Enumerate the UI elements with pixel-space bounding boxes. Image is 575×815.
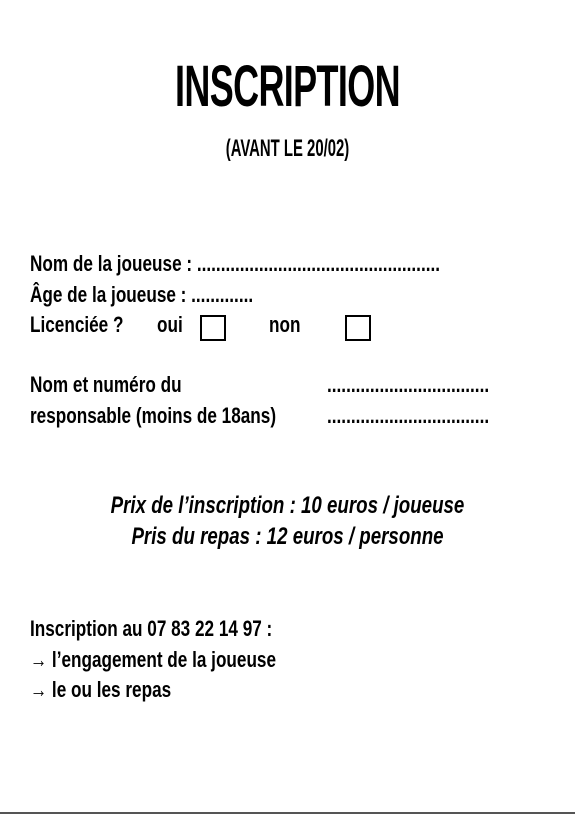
non-checkbox[interactable] [345, 315, 371, 341]
bottom-divider [0, 812, 575, 814]
page-title: INSCRIPTION [175, 54, 400, 119]
contact-item-engagement: → l’engagement de la joueuse [30, 647, 277, 672]
contact-line: Inscription au 07 83 22 14 97 : [30, 616, 273, 641]
licensed-label: Licenciée ? [30, 312, 124, 337]
contact-item-meals: → le ou les repas [30, 677, 172, 702]
oui-checkbox[interactable] [200, 315, 226, 341]
age-field-line: Âge de la joueuse : ............. [30, 282, 254, 307]
responsible-dots-line1: .................................. [327, 372, 490, 397]
non-label: non [269, 312, 301, 337]
name-field-line: Nom de la joueuse : ................................................... [30, 251, 441, 276]
responsible-dots-line2: .................................. [327, 403, 490, 428]
meal-price: Pris du repas : 12 euros / personne [131, 523, 444, 550]
page-subtitle: (AVANT LE 20/02) [225, 135, 350, 162]
registration-price: Prix de l’inscription : 10 euros / joueuse [110, 492, 465, 519]
oui-label: oui [157, 312, 183, 337]
responsible-label-line1: Nom et numéro du [30, 372, 182, 397]
responsible-label-line2: responsable (moins de 18ans) [30, 403, 277, 428]
